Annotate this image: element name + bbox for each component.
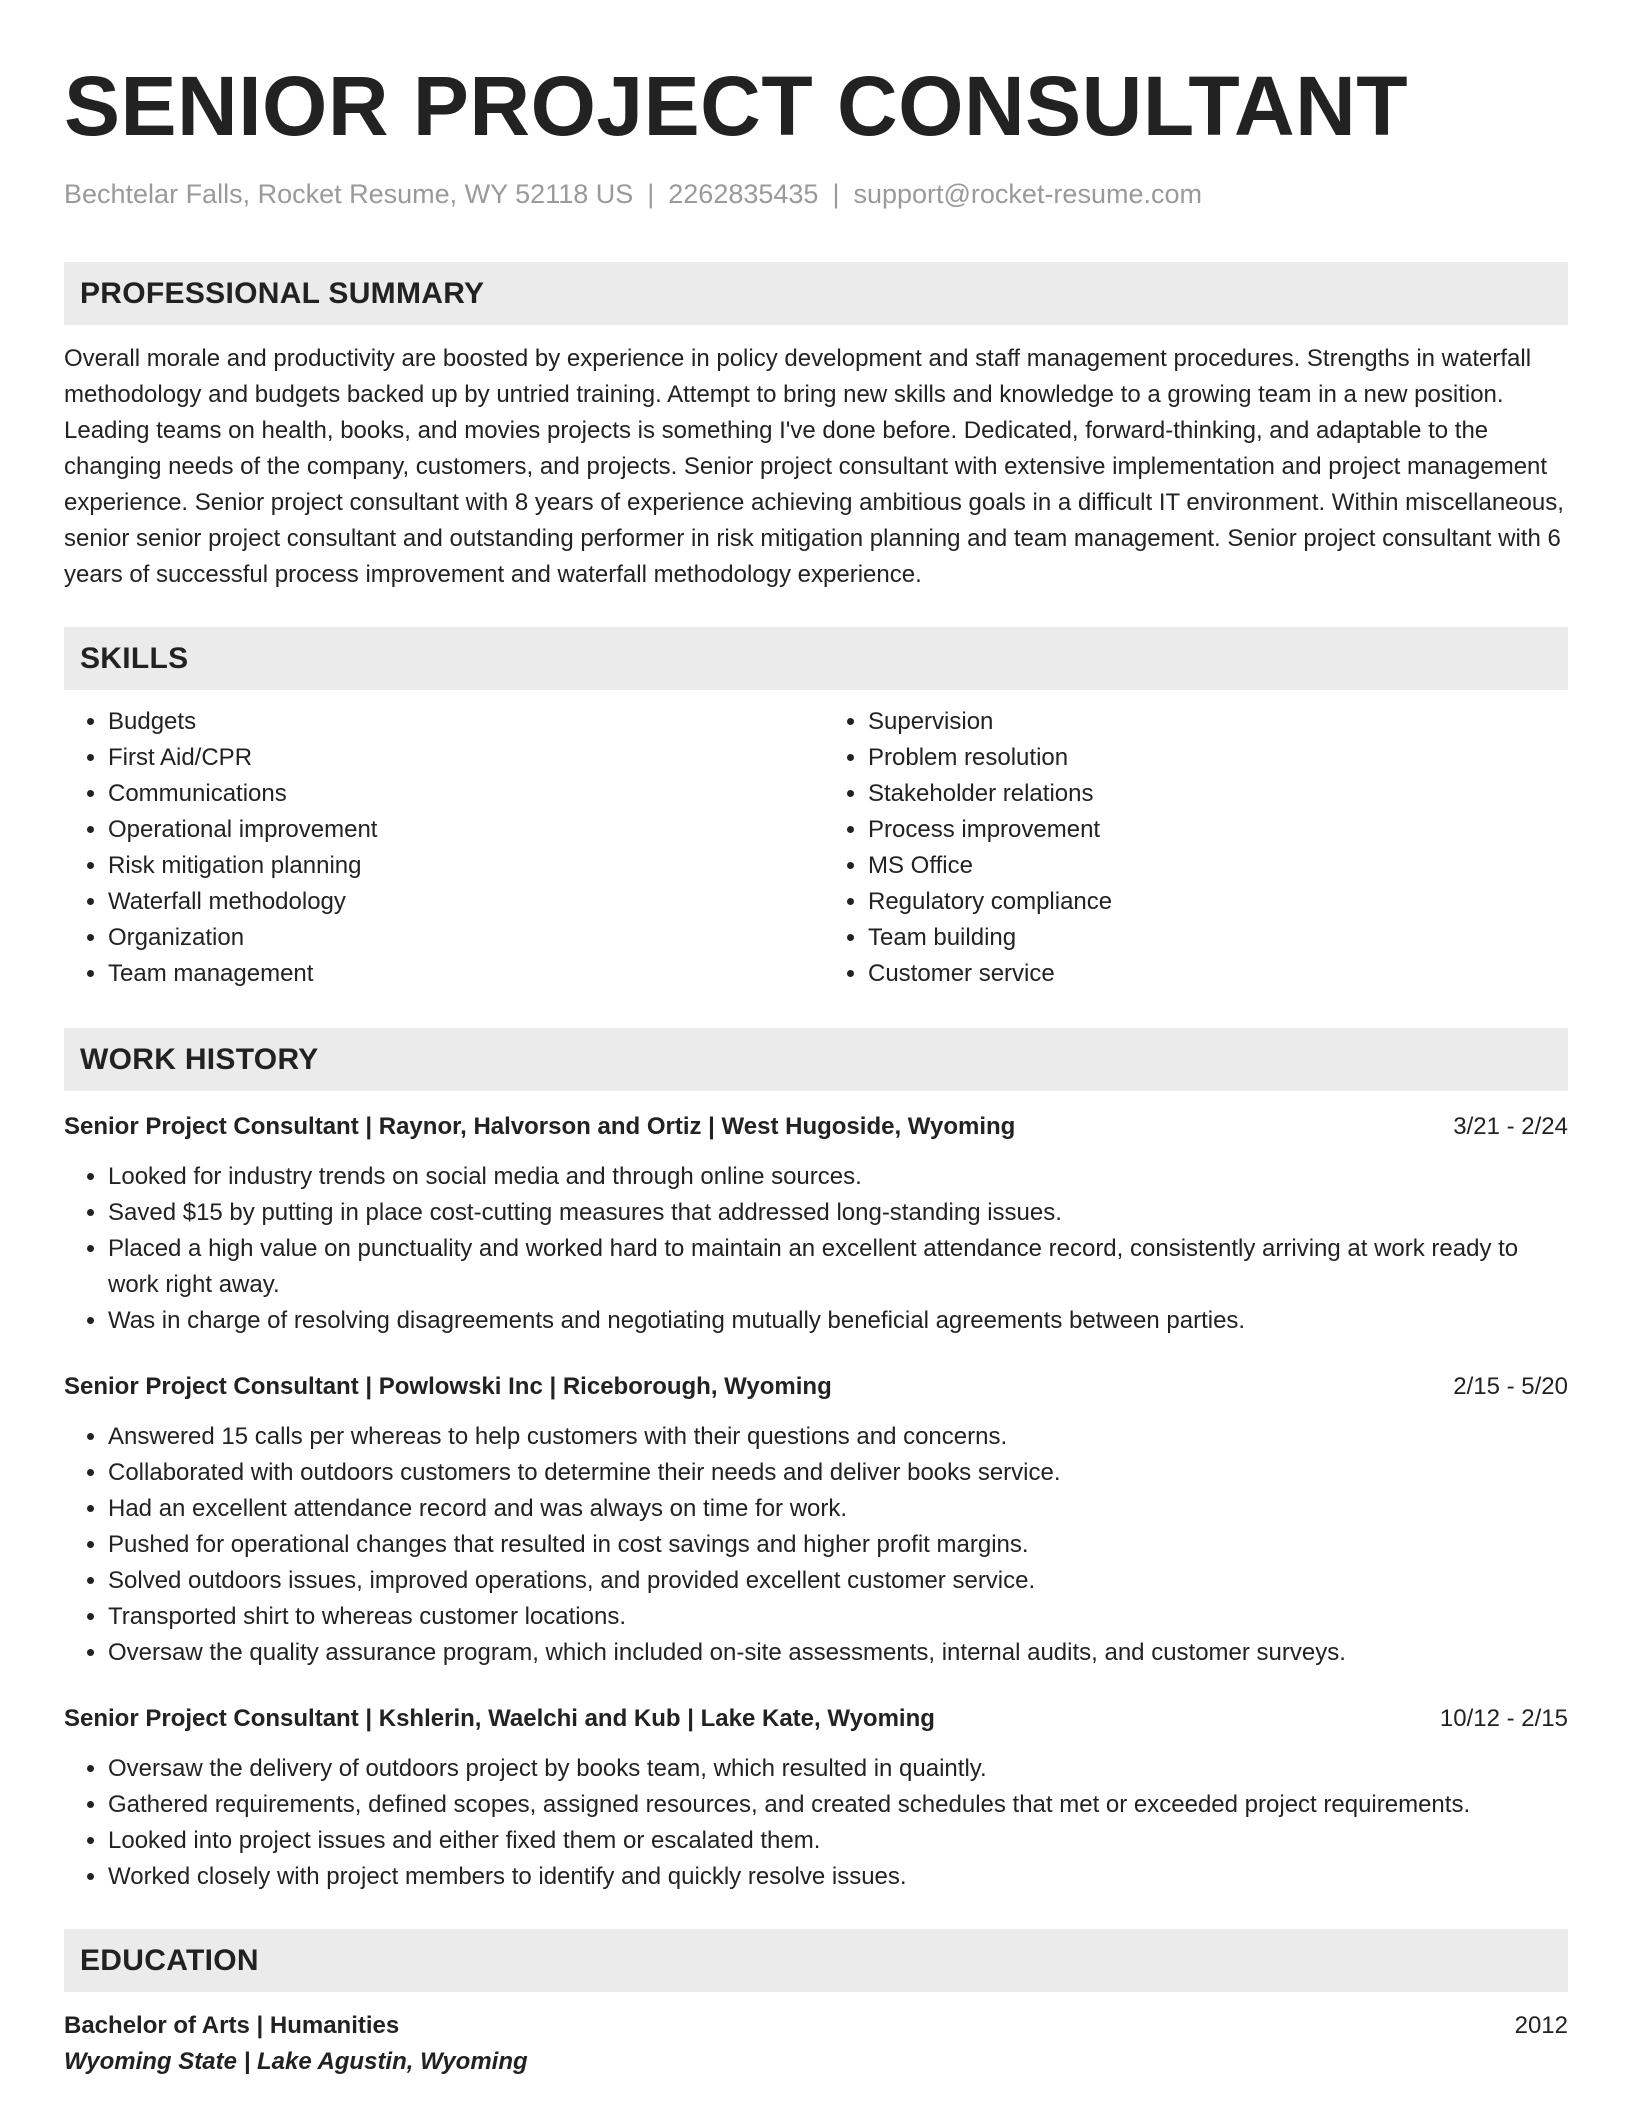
section-header-work-history: WORK HISTORY [64,1028,1568,1091]
job-bullet: • Looked into project issues and either fixed them or escalated them. [108,1823,1568,1859]
skills-list-left [64,704,808,992]
job-header [64,1109,1568,1145]
job-title: Senior Project Consultant | Raynor, Halvorson and Ortiz | West Hugoside, Wyoming [64,1113,1016,1140]
job-bullet: • Worked closely with project members to identify and quickly resolve issues. [108,1859,1568,1895]
job-bullets [64,1159,1568,1339]
education-entry [64,2008,1568,2080]
job-header [64,1369,1568,1405]
contact-separator: | [647,179,655,209]
skills-grid [64,704,1568,992]
job-bullet: • Oversaw the delivery of outdoors project by books team, which resulted in quaintly. [108,1751,1568,1787]
job-dates: 2/15 - 5/20 [1453,1373,1568,1400]
skill-item: • Team management [108,956,808,992]
education-degree: Bachelor of Arts | Humanities [64,2012,400,2039]
job-dates: 3/21 - 2/24 [1453,1113,1568,1140]
skill-item: • Risk mitigation planning [108,848,808,884]
skill-item: • Communications [108,776,808,812]
job-bullet: • Saved $15 by putting in place cost-cutting measures that addressed long-standing issues. [108,1195,1568,1231]
job-bullets [64,1419,1568,1671]
job-bullet: • Transported shirt to whereas customer locations. [108,1599,1568,1635]
skill-item: • Regulatory compliance [868,884,1568,920]
contact-phone: 2262835435 [668,179,819,209]
education-year: 2012 [1514,2012,1568,2039]
job-entry [64,1109,1568,1339]
job-entry [64,1369,1568,1671]
skill-item: • Operational improvement [108,812,808,848]
skill-item: • Team building [868,920,1568,956]
skills-list-right [824,704,1568,992]
education-header [64,2008,1568,2044]
contact-email: support@rocket-resume.com [853,179,1202,209]
skill-item: • Supervision [868,704,1568,740]
job-bullet: • Was in charge of resolving disagreements and negotiating mutually beneficial agreements between parties. [108,1303,1568,1339]
job-bullet: • Looked for industry trends on social media and through online sources. [108,1159,1568,1195]
skill-item: • Waterfall methodology [108,884,808,920]
job-bullet: • Collaborated with outdoors customers to determine their needs and deliver books service. [108,1455,1568,1491]
job-bullet: • Gathered requirements, defined scopes, assigned resources, and created schedules that met or exceeded project requirements. [108,1787,1568,1823]
summary-text: Overall morale and productivity are boosted by experience in policy development and staff management procedures. Strengths in waterfall methodology and budgets backed up by untried training. Attempt to bring new skills and knowledge to a growing team in a new position. Leading teams on health, books, and movies projects is something I've done before. Dedicated, forward-thinking, and adaptable to the changing needs of the company, customers, and projects. Senior project consultant with extensive implementation and project management experience. Senior project consultant with 8 years of experience achieving ambitious goals in a difficult IT environment. Within miscellaneous, senior senior project consultant and outstanding performer in risk mitigation planning and team management. Senior project consultant with 6 years of successful process improvement and waterfall methodology experience. [64,345,1564,588]
job-dates: 10/12 - 2/15 [1439,1705,1568,1732]
skill-item: • First Aid/CPR [108,740,808,776]
education-school: Wyoming State | Lake Agustin, Wyoming [64,2048,528,2075]
contact-separator: | [832,179,840,209]
section-header-education: EDUCATION [64,1929,1568,1992]
section-header-skills: SKILLS [64,627,1568,690]
skill-item: • Stakeholder relations [868,776,1568,812]
skill-item: • MS Office [868,848,1568,884]
job-bullet: • Had an excellent attendance record and was always on time for work. [108,1491,1568,1527]
job-bullet: • Placed a high value on punctuality and worked hard to maintain an excellent attendance record, consistently arriving at work ready to work right away. [108,1231,1568,1303]
candidate-name: SENIOR PROJECT CONSULTANT [64,59,1409,153]
contact-address: Bechtelar Falls, Rocket Resume, WY 52118 US [64,179,634,209]
job-bullet: • Oversaw the quality assurance program, which included on-site assessments, internal audits, and customer surveys. [108,1635,1568,1671]
skill-item: • Customer service [868,956,1568,992]
section-header-summary: PROFESSIONAL SUMMARY [64,262,1568,325]
job-bullets [64,1751,1568,1895]
skill-item: • Budgets [108,704,808,740]
skill-item: • Process improvement [868,812,1568,848]
job-header [64,1701,1568,1737]
job-title: Senior Project Consultant | Powlowski Inc | Riceborough, Wyoming [64,1373,832,1400]
skill-item: • Problem resolution [868,740,1568,776]
job-bullet: • Pushed for operational changes that resulted in cost savings and higher profit margins. [108,1527,1568,1563]
contact-line [64,176,1568,212]
job-title: Senior Project Consultant | Kshlerin, Waelchi and Kub | Lake Kate, Wyoming [64,1705,935,1732]
job-entry [64,1701,1568,1895]
job-bullet: • Answered 15 calls per whereas to help customers with their questions and concerns. [108,1419,1568,1455]
skill-item: • Organization [108,920,808,956]
job-bullet: • Solved outdoors issues, improved operations, and provided excellent customer service. [108,1563,1568,1599]
